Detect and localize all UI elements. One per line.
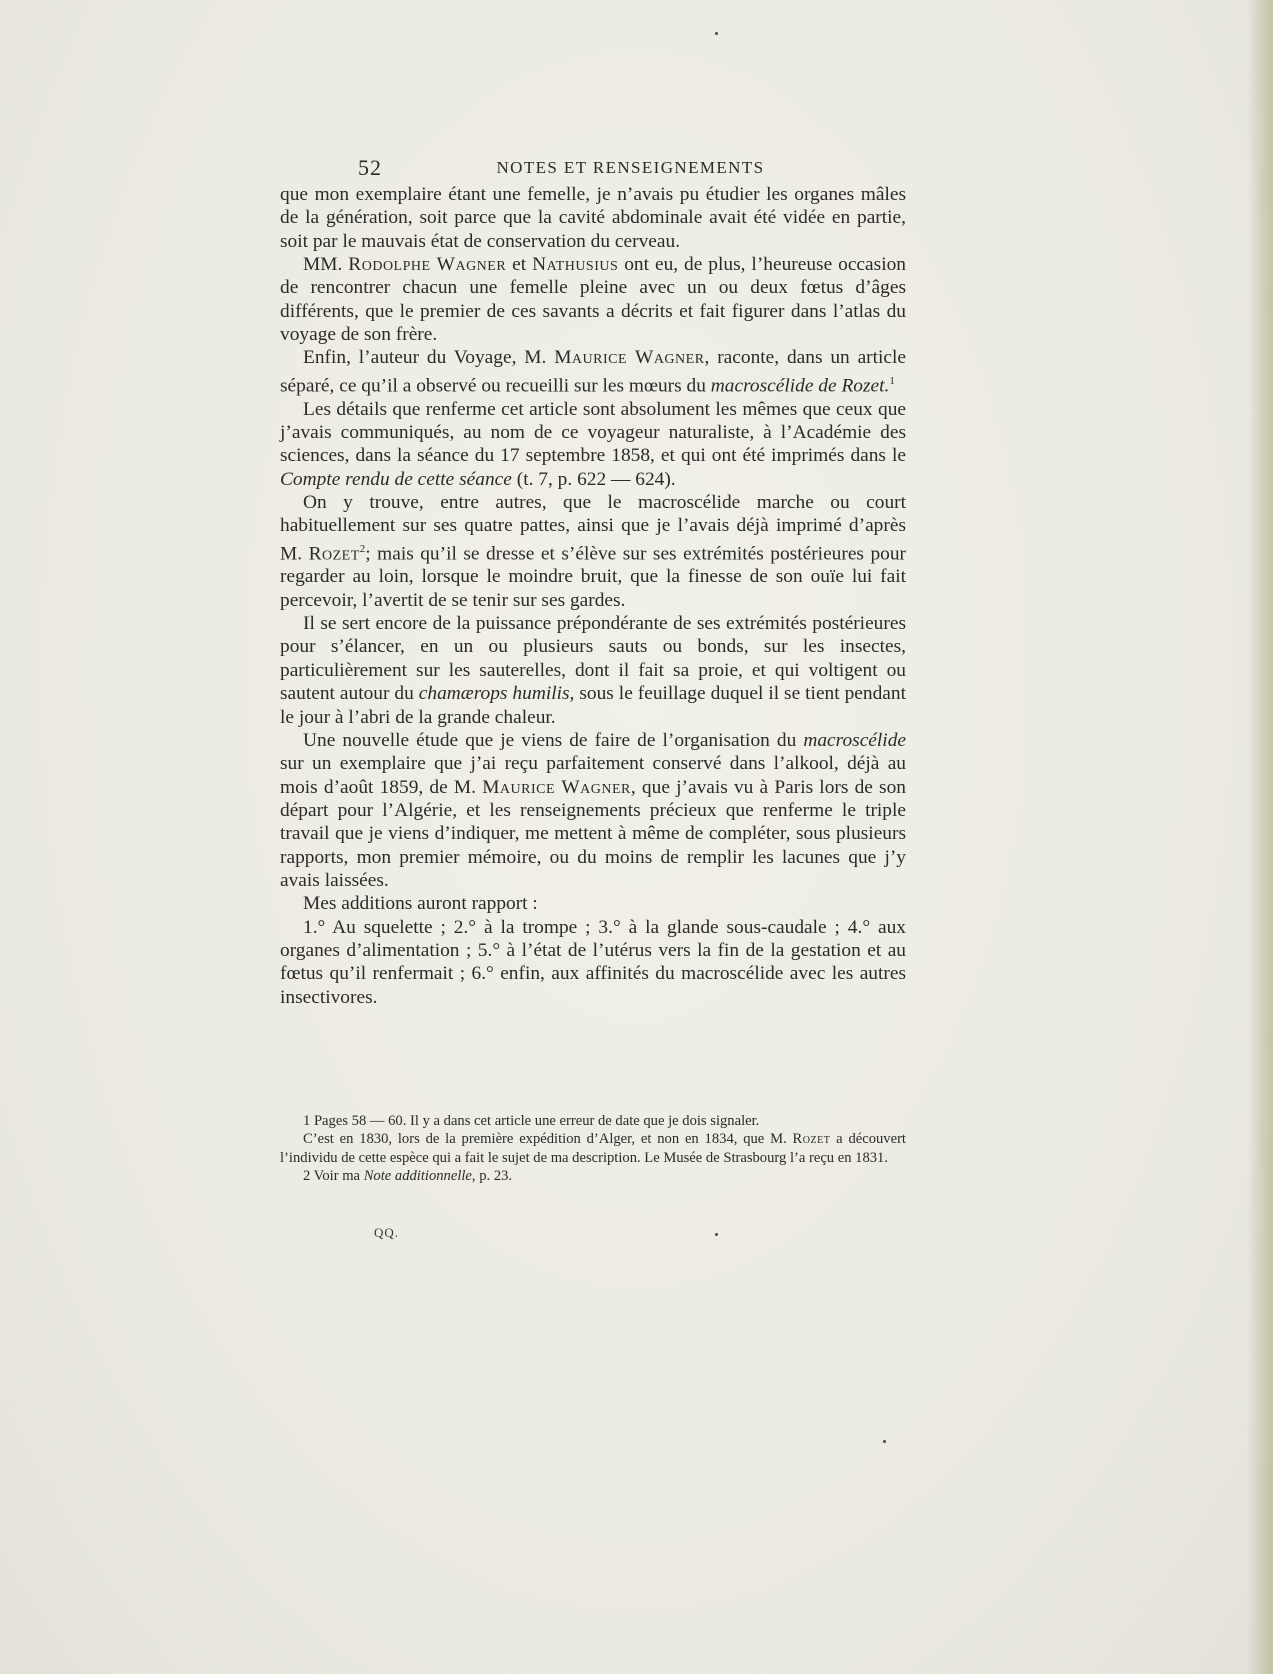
- footnotes: [280, 1112, 906, 1185]
- footnote-ref-2: 2: [359, 542, 366, 555]
- paper-speck: [715, 1233, 718, 1236]
- author-name: Nathusius: [532, 254, 619, 276]
- paragraph-3: Enfin, l’auteur du Voyage, M. Maurice Wagner, raconte, dans un article séparé, ce qu’il a observé ou recueilli sur les mœurs du macroscélide de Rozet.$^1$: [280, 347, 907, 397]
- paragraph-6: Il se sert encore de la puissance prépondérante de ses extrémités postérieures pour s’élancer, en un ou plusieurs sauts ou bonds, sur les insectes, particulièrement sur les sauterelles, dont il fait sa proie, et qui voltigent ou sautent autour du chamærops humilis, sous le feuillage duquel il se tient pendant le jour à l’abri de la grande chaleur.: [280, 613, 906, 728]
- paragraph-9: 1.° Au squelette ; 2.° à la trompe ; 3.° à la glande sous-caudale ; 4.° aux organes d’alimentation ; 5.° à l’état de l’utérus vers la fin de la gestation et au fœtus qu’il renfermait ; 6.° enfin, aux affinités du macroscélide avec les autres insectivores.: [280, 916, 906, 1008]
- author-name: Maurice Wagner: [554, 347, 705, 369]
- footnote-2: 2 Voir ma Note additionnelle, p. 23.: [303, 1167, 513, 1184]
- page-number: 52: [358, 155, 382, 180]
- running-head: NOTES ET RENSEIGNEMENTS: [496, 158, 765, 177]
- species-name: macroscélide: [803, 729, 906, 751]
- paragraph-7: Une nouvelle étude que je viens de faire de l’organisation du macroscélide sur un exemplaire que j’ai reçu parfaitement conservé dans l’alkool, déjà au mois d’août 1859, de M. Maurice Wagner, que j’avais vu à Paris lors de son départ pour l’Algérie, et les renseignements précieux que renferme le triple travail que je viens d’indiquer, me mettent à même de compléter, sous plusieurs rapports, mon premier mémoire, ou du moins de remplir les lacunes que j’y avais laissées.: [280, 729, 906, 891]
- body-text: [280, 183, 906, 1009]
- page-header: [358, 155, 903, 179]
- author-name: Rozet: [792, 1131, 831, 1148]
- page-edge-shadow: [1247, 0, 1273, 1674]
- paragraph-5: On y trouve, entre autres, que le macroscélide marche ou court habituellement sur ses quatre pattes, ainsi que je l’avais déjà imprimé d’après M. Rozet$^2$; mais qu’il se dresse et s’élève sur ses extrémités postérieures pour regarder au loin, lorsque le moindre bruit, que la finesse de son ouïe lui fait percevoir, l’avertit de se tenir sur ses gardes.: [280, 491, 906, 611]
- footnote-ref-1: 1: [889, 374, 895, 387]
- species-name: chamærops humilis: [418, 683, 570, 705]
- footnote-1: 1 Pages 58 — 60. Il y a dans cet article une erreur de date que je dois signaler.: [303, 1113, 760, 1129]
- author-name: Maurice Wagner: [482, 776, 631, 798]
- signature-mark: QQ.: [374, 1225, 400, 1240]
- publication-title: Note additionnelle: [363, 1167, 472, 1184]
- paragraph-1: que mon exemplaire étant une femelle, je n’avais pu étudier les organes mâles de la génération, soit parce que la cavité abdominale avait été vidée en partie, soit par le mauvais état de conservation du cerveau.: [280, 184, 906, 252]
- paragraph-8: Mes additions auront rapport :: [303, 893, 538, 915]
- paragraph-4: Les détails que renferme cet article sont absolument les mêmes que ceux que j’avais communiqués, au nom de ce voyageur naturaliste, à l’Académie des sciences, dans la séance du 17 septembre 1858, et qui ont été imprimés dans le Compte rendu de cette séance (t. 7, p. 622 — 624).: [280, 398, 906, 490]
- publication-title: Compte rendu de cette séance: [280, 468, 512, 490]
- paragraph-2: MM. Rodolphe Wagner et Nathusius ont eu, de plus, l’heureuse occasion de rencontrer chacun une femelle pleine avec un ou deux fœtus d’âges différents, que le premier de ces savants a décrits et fait figurer dans l’atlas du voyage de son frère.: [280, 254, 906, 346]
- species-name: macroscélide de Rozet.: [710, 375, 890, 397]
- author-name: Rozet: [308, 543, 360, 565]
- footnote-1-continued: C’est en 1830, lors de la première expédition d’Alger, et non en 1834, que M. Rozet a découvert l’individu de cette espèce qui a fait le sujet de ma description. Le Musée de Strasbourg l’a reçu en 1831.: [280, 1131, 906, 1166]
- paper-speck: [883, 1440, 886, 1443]
- paper-speck: [715, 32, 718, 35]
- author-name: Rodolphe Wagner: [348, 254, 507, 276]
